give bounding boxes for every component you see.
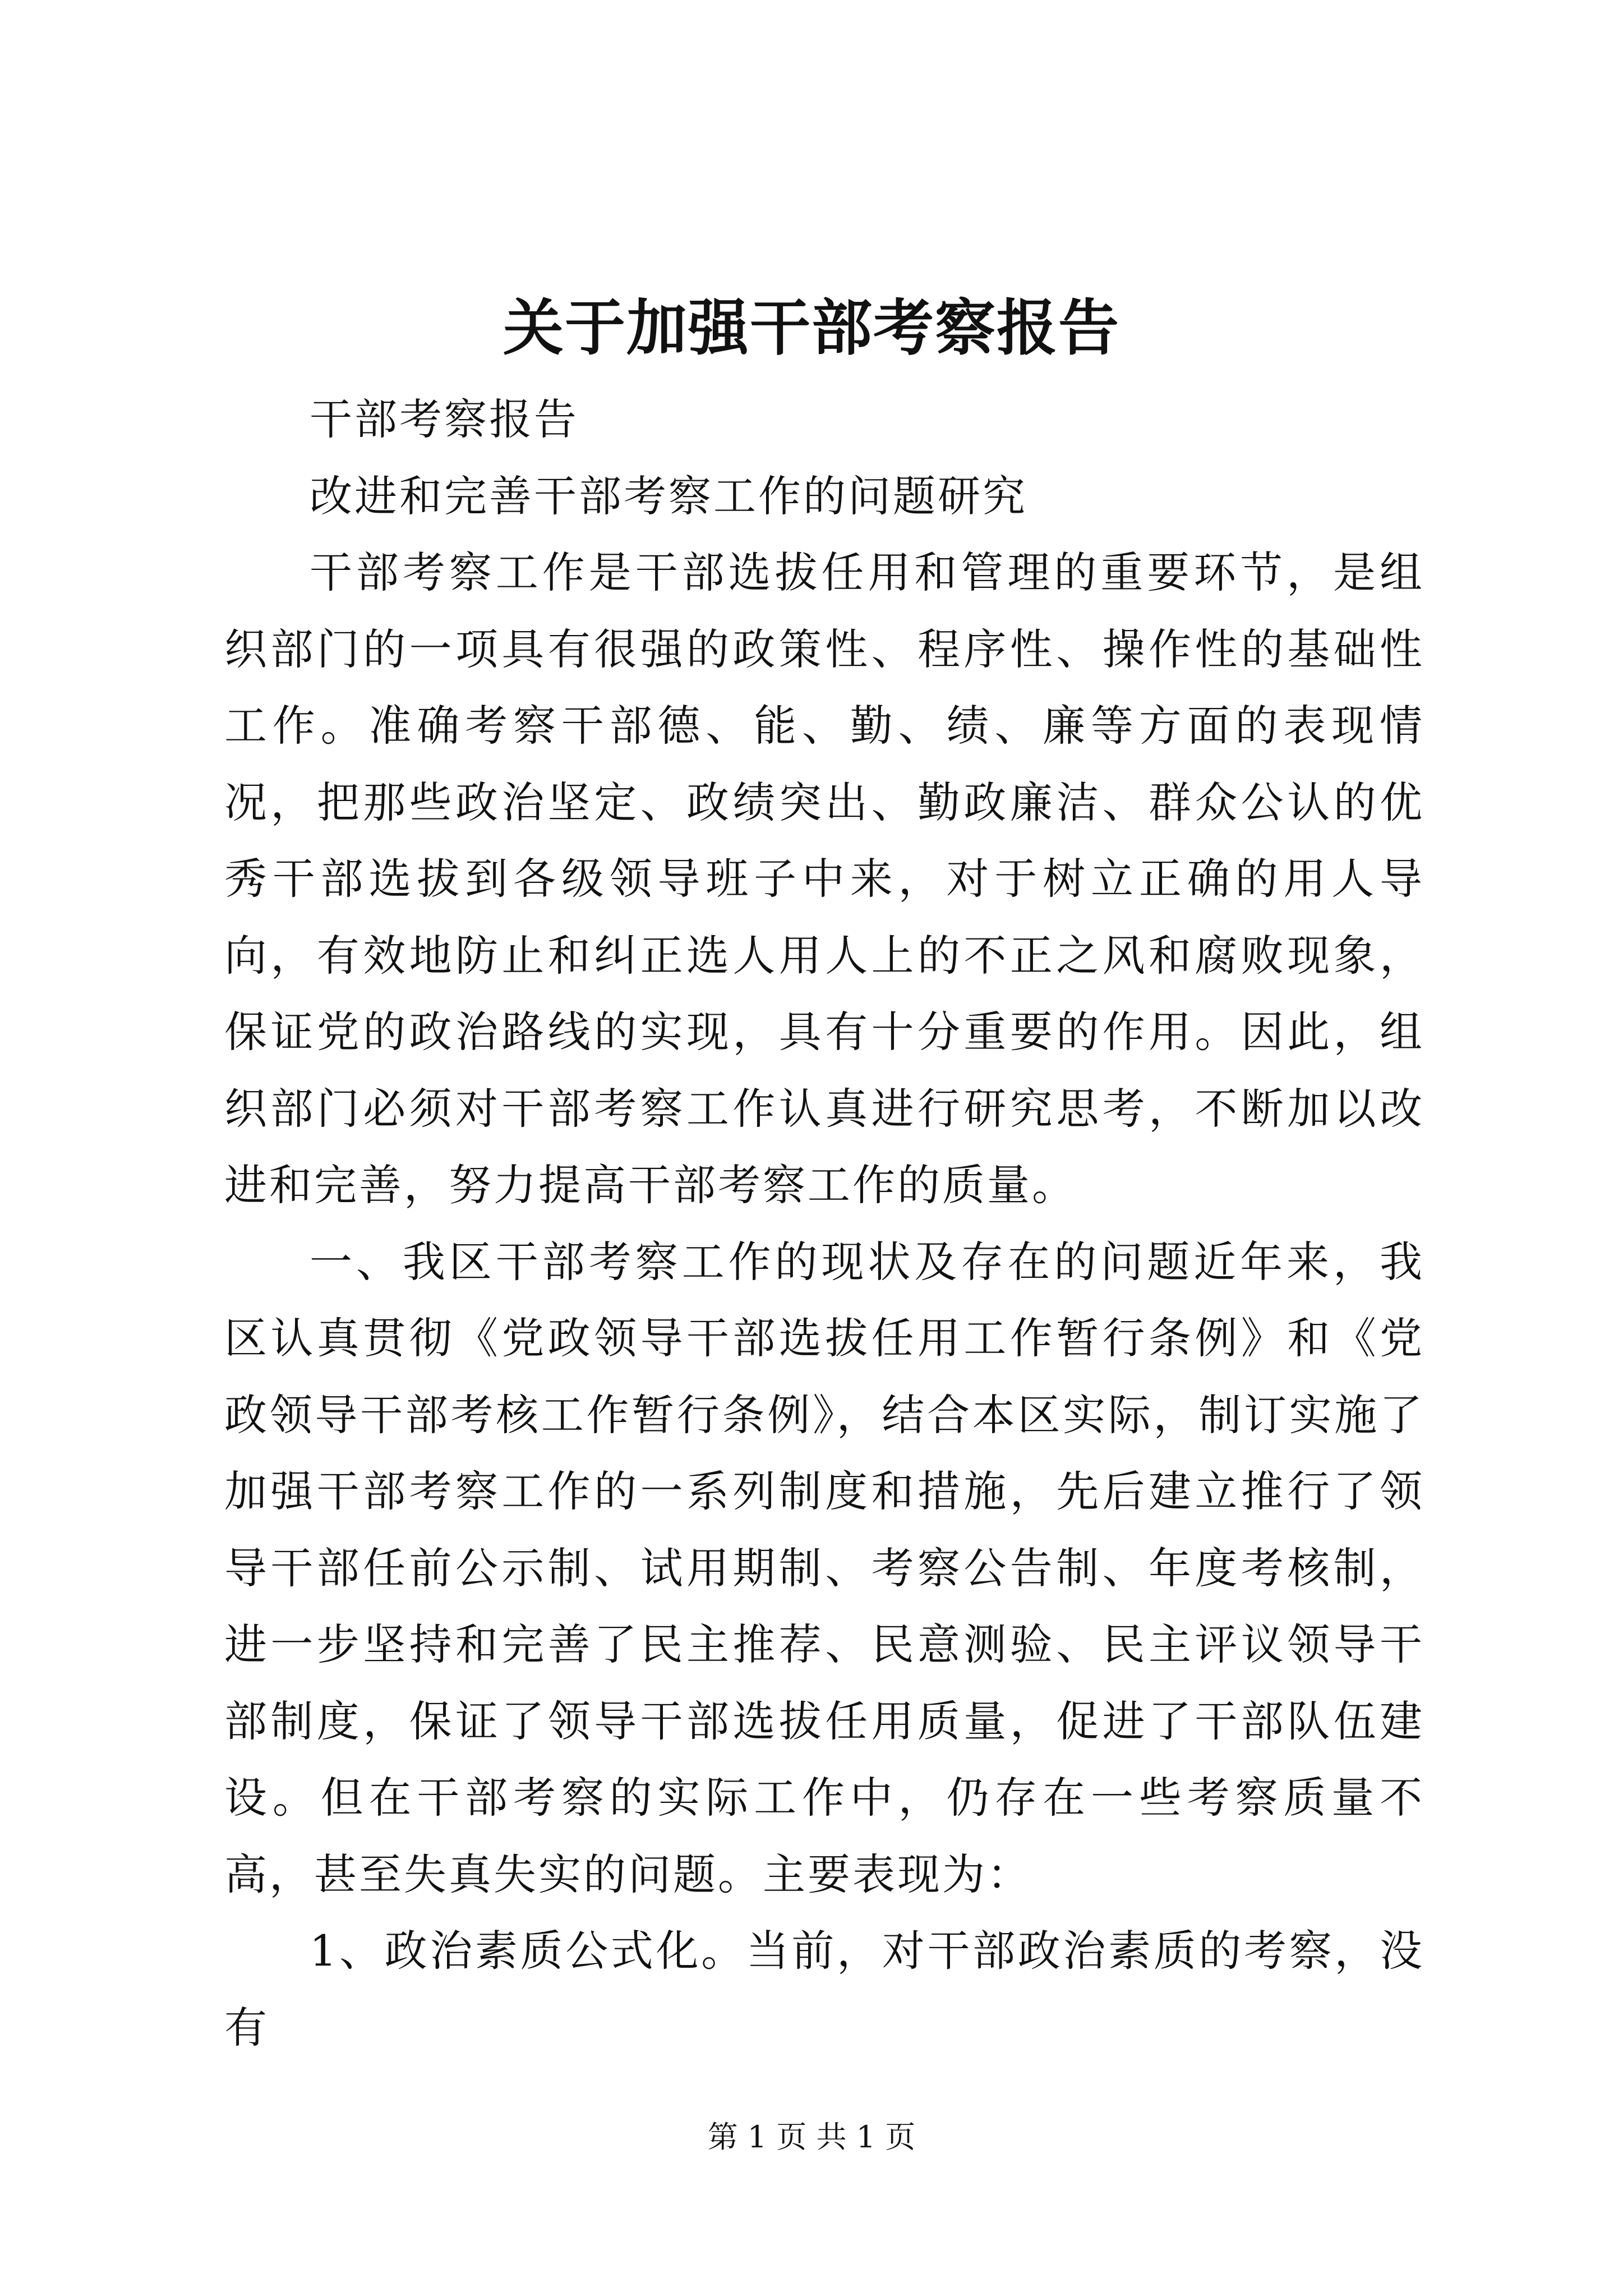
document-body bbox=[224, 381, 1424, 2066]
paragraph-subtitle: 干部考察报告 bbox=[310, 394, 579, 444]
document-title: 关于加强干部考察报告 bbox=[502, 293, 1120, 364]
paragraph-section-one: 一、我区干部考察工作的现状及存在的问题近年来，我区认真贯彻《党政领导干部选拔任用工作暂行条例》和《党政领导干部考核工作暂行条例》，结合本区实际，制订实施了加强干部考察工作的一系列制度和措施，先后建立推行了领导干部任前公示制、试用期制、考察公告制、年度考核制，进一步坚持和完善了民主推荐、民意测验、民主评议领导干部制度，保证了领导干部选拔任用质量，促进了干部队伍建设。但在干部考察的实际工作中，仍存在一些考察质量不高，甚至失真失实的问题。主要表现为： bbox=[224, 1236, 1424, 1899]
paragraph-item-one: 1、政治素质公式化。当前，对干部政治素质的考察，没有 bbox=[224, 1926, 1424, 2053]
paragraph-intro: 干部考察工作是干部选拔任用和管理的重要环节，是组织部门的一项具有很强的政策性、程序性、操作性的基础性工作。准确考察干部德、能、勤、绩、廉等方面的表现情况，把那些政治坚定、政绩突出、勤政廉洁、群众公认的优秀干部选拔到各级领导班子中来，对于树立正确的用人导向，有效地防止和纠正选人用人上的不正之风和腐败现象，保证党的政治路线的实现，具有十分重要的作用。因此，组织部门必须对干部考察工作认真进行研究思考，不断加以改进和完善，努力提高干部考察工作的质量。 bbox=[224, 547, 1424, 1210]
paragraph-topic: 改进和完善干部考察工作的问题研究 bbox=[310, 471, 1027, 521]
page-number-footer: 第 1 页 共 1 页 bbox=[707, 2119, 916, 2155]
